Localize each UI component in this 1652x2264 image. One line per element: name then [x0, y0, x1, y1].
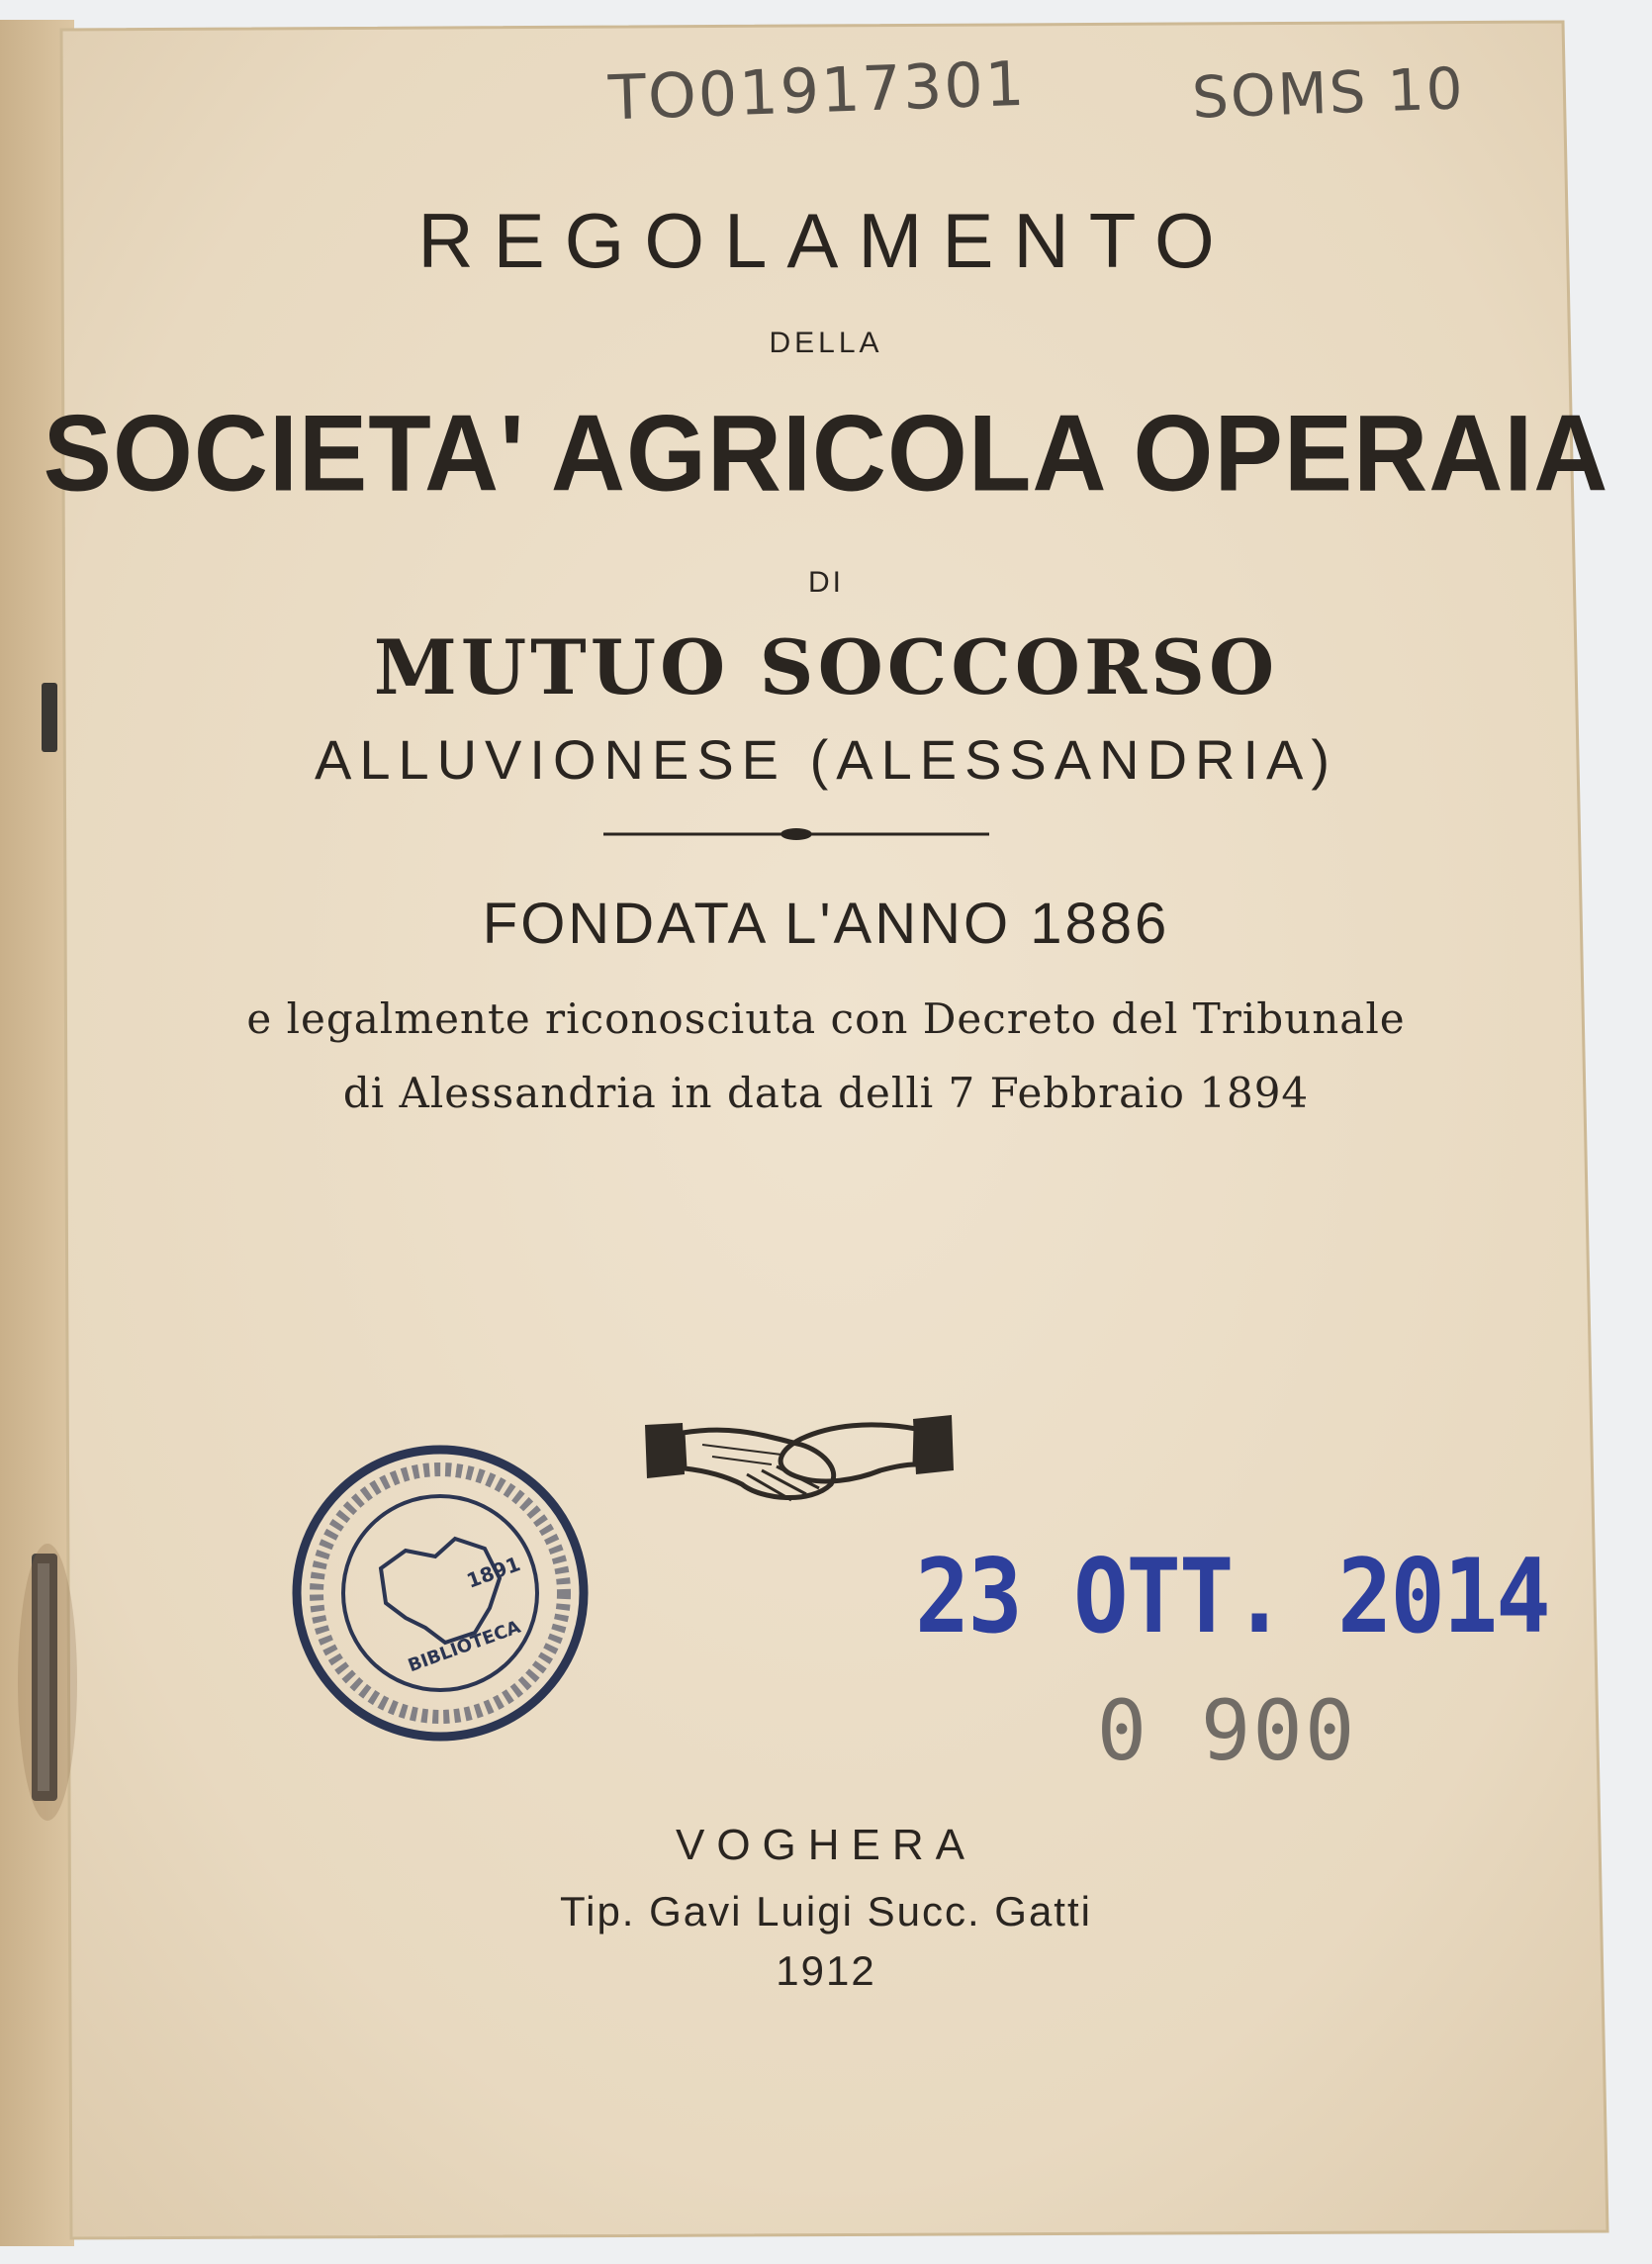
title-alluvionese: ALLUVIONESE (ALESSANDRIA) — [314, 728, 1338, 791]
seal-year: 1891 — [463, 1552, 524, 1593]
seal-label: BIBLIOTECA — [405, 1616, 524, 1677]
recognition-line-1: e legalmente riconosciuta con Decreto del Tribunale — [246, 994, 1406, 1043]
title-regolamento: REGOLAMENTO — [417, 197, 1235, 284]
handwritten-shelf-mark: SOMS 10 — [1190, 54, 1466, 132]
founded-year: FONDATA L'ANNO 1886 — [482, 892, 1170, 956]
imprint-city: VOGHERA — [675, 1821, 977, 1869]
imprint-year: 1912 — [776, 1947, 876, 1994]
title-della: DELLA — [769, 327, 883, 359]
date-stamp: 23 OTT. 2014 — [915, 1537, 1549, 1656]
ornamental-rule — [603, 819, 989, 849]
handshake-icon — [643, 1405, 955, 1524]
recognition-line-2: di Alessandria in data delli 7 Febbraio 1894 — [342, 1069, 1310, 1117]
title-societa-agricola-operaia: SOCIETA' AGRICOLA OPERAIA — [43, 394, 1609, 515]
imprint-printer: Tip. Gavi Luigi Succ. Gatti — [560, 1888, 1092, 1934]
title-di: DI — [808, 566, 844, 599]
title-mutuo-soccorso: MUTUO SOCCORSO — [373, 623, 1279, 711]
library-seal-stamp — [287, 1440, 594, 1746]
number-stamp: 0 900 — [1096, 1682, 1357, 1779]
handwritten-catalog-code: TO01917301 — [606, 47, 1028, 135]
